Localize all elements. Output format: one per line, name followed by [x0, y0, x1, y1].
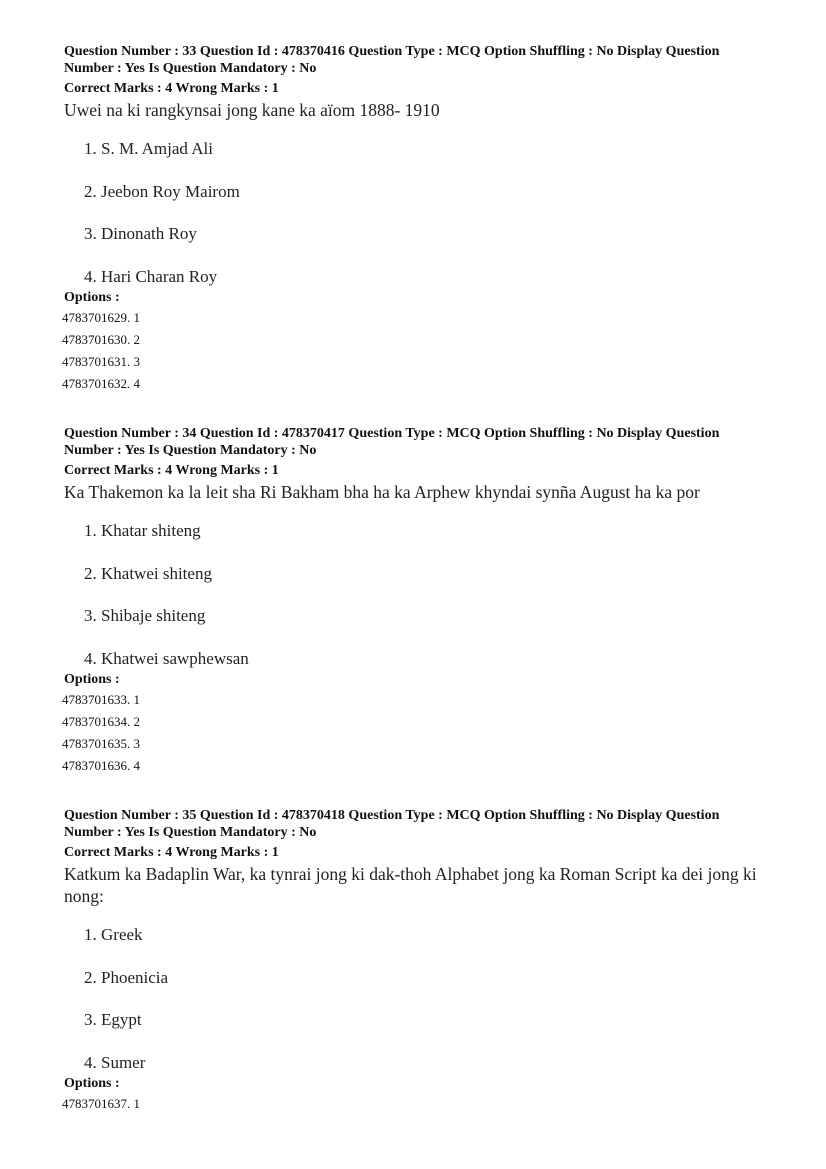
- question-header: [64, 807, 784, 861]
- question-header: [64, 43, 784, 97]
- question-text: Katkum ka Badaplin War, ka tynrai jong ki dak-thoh Alphabet jong ka Roman Script ka dei jong ki nong:: [64, 864, 757, 906]
- choice-list: [64, 925, 784, 1073]
- option-id-row: 4783701629. 1: [62, 309, 140, 325]
- choice-item: 4. Khatwei sawphewsan: [84, 648, 249, 668]
- marks-line: Correct Marks : 4 Wrong Marks : 1: [64, 845, 279, 860]
- choice-item: 3. Egypt: [84, 1010, 142, 1029]
- choice-item: 1. Greek: [84, 925, 143, 944]
- question-header-line: Number : Yes Is Question Mandatory : No: [64, 443, 317, 458]
- choice-item: 2. Khatwei shiteng: [84, 563, 212, 583]
- choice-item: 4. Hari Charan Roy: [84, 266, 218, 286]
- question-text: Uwei na ki rangkynsai jong kane ka aïom 1888- 1910: [64, 100, 440, 120]
- options-label: Options :: [64, 289, 120, 305]
- question-header-line: Number : Yes Is Question Mandatory : No: [64, 61, 317, 76]
- choice-list: [64, 139, 784, 287]
- choice-item: 2. Jeebon Roy Mairom: [84, 181, 240, 201]
- option-id-row: 4783701630. 2: [62, 331, 140, 347]
- question-header-line: Question Number : 35 Question Id : 478370418 Question Type : MCQ Option Shuffling : No Display Question: [64, 808, 720, 823]
- question-text: Ka Thakemon ka la leit sha Ri Bakham bha ha ka Arphew khyndai synña August ha ka por: [64, 482, 700, 502]
- options-label: Options :: [64, 1075, 120, 1091]
- choice-item: 4. Sumer: [84, 1052, 146, 1072]
- question-block: [64, 43, 784, 395]
- question-header-line: Question Number : 34 Question Id : 478370417 Question Type : MCQ Option Shuffling : No Display Question: [64, 426, 720, 441]
- marks-line: Correct Marks : 4 Wrong Marks : 1: [64, 81, 279, 96]
- marks-line: Correct Marks : 4 Wrong Marks : 1: [64, 463, 279, 478]
- option-id-row: 4783701632. 4: [62, 375, 140, 391]
- option-id-row: 4783701633. 1: [62, 691, 140, 707]
- option-id-row: 4783701636. 4: [62, 757, 140, 773]
- choice-item: 1. Khatar shiteng: [84, 521, 201, 540]
- options-label: Options :: [64, 671, 120, 687]
- option-id-row: 4783701637. 1: [62, 1095, 140, 1111]
- option-id-row: 4783701635. 3: [62, 735, 140, 751]
- choice-list: [64, 521, 784, 669]
- option-id-row: 4783701631. 3: [62, 353, 140, 369]
- question-header-line: Question Number : 33 Question Id : 478370416 Question Type : MCQ Option Shuffling : No Display Question: [64, 44, 720, 59]
- question-block: [64, 807, 784, 1115]
- question-block: [64, 425, 784, 777]
- choice-item: 3. Shibaje shiteng: [84, 606, 206, 625]
- question-header: [64, 425, 784, 479]
- choice-item: 2. Phoenicia: [84, 967, 169, 987]
- choice-item: 3. Dinonath Roy: [84, 224, 197, 243]
- choice-item: 1. S. M. Amjad Ali: [84, 139, 213, 158]
- option-id-row: 4783701634. 2: [62, 713, 140, 729]
- question-header-line: Number : Yes Is Question Mandatory : No: [64, 825, 317, 840]
